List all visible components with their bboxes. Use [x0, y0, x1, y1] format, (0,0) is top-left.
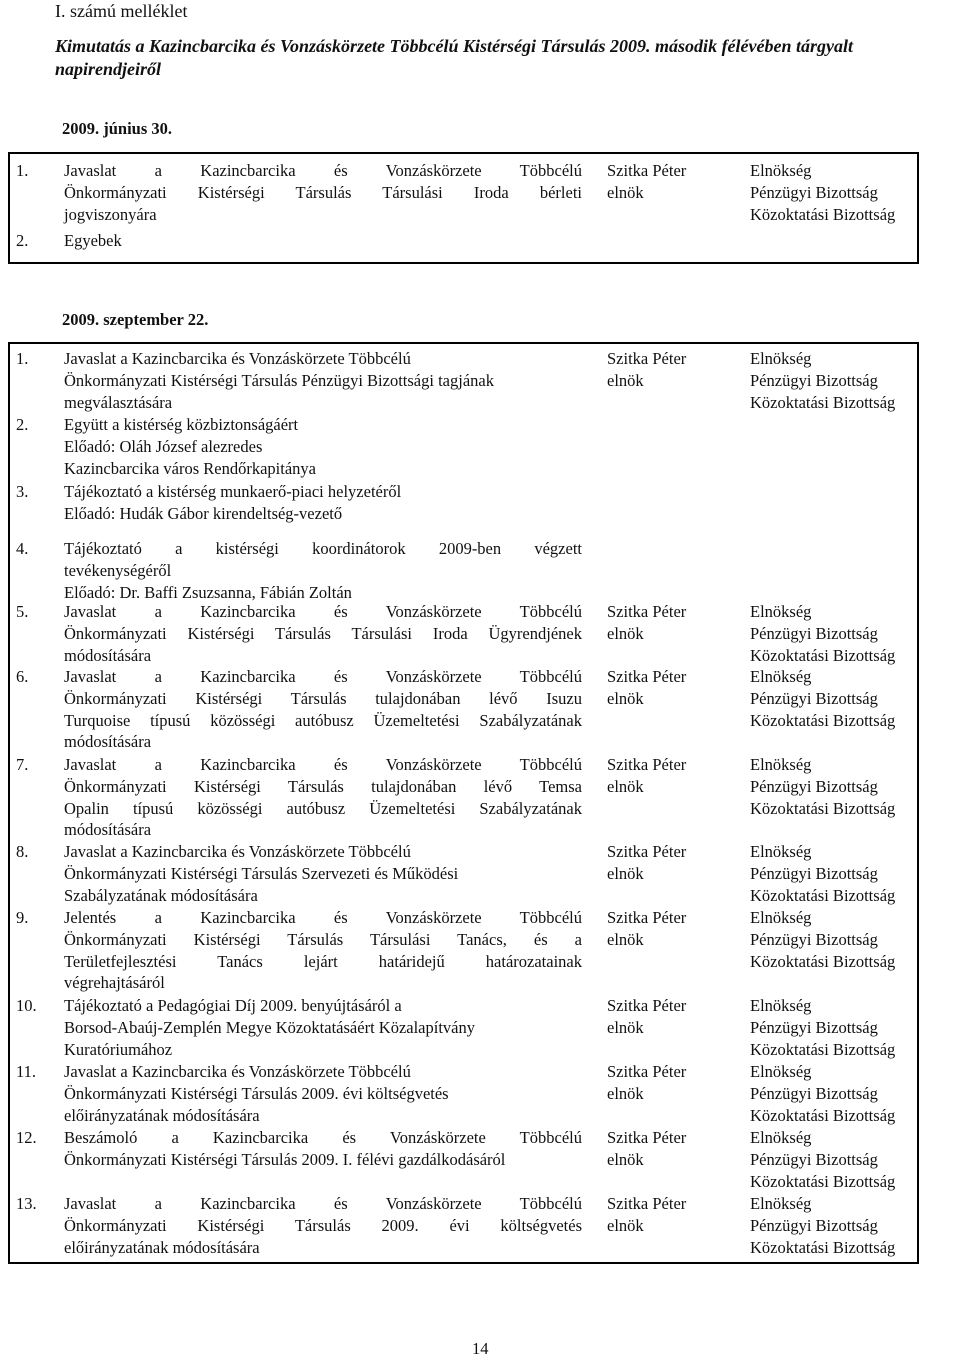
- item-description-line: Egyebek: [64, 231, 122, 250]
- agenda-table-september: [8, 342, 919, 1264]
- presenter-role: elnök: [607, 863, 644, 883]
- item-committees: [750, 1193, 895, 1258]
- committee-name: Elnökség: [750, 1128, 812, 1147]
- committee-name: Közoktatási Bizottság: [750, 204, 896, 224]
- item-description-line: Önkormányzati Kistérségi Társulás 2009. I. félévi gazdálkodásáról: [64, 1149, 506, 1169]
- item-presenter: [607, 841, 686, 885]
- item-description-line: Borsod-Abaúj-Zemplén Megye Közoktatásáért Közalapítvány: [64, 1017, 475, 1037]
- item-committees: [750, 348, 895, 413]
- item-description-line: előirányzatának módosítására: [64, 1105, 260, 1125]
- committee-name: Elnökség: [750, 161, 812, 180]
- committee-name: Pénzügyi Bizottság: [750, 776, 878, 796]
- item-number: 1.: [16, 161, 29, 180]
- item-number: 9.: [16, 908, 29, 927]
- item-description-line: Területfejlesztési Tanács lejárt határidejű határozatainak: [64, 951, 582, 971]
- committee-name: Elnökség: [750, 1194, 812, 1213]
- item-description-line: Önkormányzati Kistérségi Társulás tulajdonában lévő Isuzu: [64, 688, 582, 708]
- committee-name: Pénzügyi Bizottság: [750, 1017, 878, 1037]
- item-description-line: végrehajtásáról: [64, 973, 165, 993]
- item-description-line: Előadó: Hudák Gábor kirendeltség-vezető: [64, 503, 343, 523]
- item-number: 11.: [16, 1062, 37, 1081]
- item-presenter: [607, 601, 686, 645]
- item-description-line: Javaslat a Kazincbarcika és Vonzáskörzete Többcélú: [64, 161, 582, 180]
- presenter-name: Szitka Péter: [607, 755, 687, 774]
- presenter-role: elnök: [607, 370, 644, 390]
- committee-name: Közoktatási Bizottság: [750, 1237, 896, 1257]
- item-number: 7.: [16, 755, 29, 774]
- item-description-line: Jelentés a Kazincbarcika és Vonzáskörzete Többcélú: [64, 908, 582, 927]
- item-presenter: [607, 1127, 686, 1171]
- committee-name: Közoktatási Bizottság: [750, 1105, 896, 1125]
- committee-name: Elnökség: [750, 602, 812, 621]
- item-description-line: Kazincbarcika város Rendőrkapitánya: [64, 458, 316, 478]
- committee-name: Elnökség: [750, 667, 812, 686]
- item-number: 4.: [16, 539, 29, 558]
- committee-name: Pénzügyi Bizottság: [750, 370, 878, 390]
- item-description-line: Előadó: Oláh József alezredes: [64, 436, 263, 456]
- presenter-name: Szitka Péter: [607, 1062, 687, 1081]
- committee-name: Közoktatási Bizottság: [750, 645, 896, 665]
- presenter-name: Szitka Péter: [607, 1194, 687, 1213]
- session-date-september: 2009. szeptember 22.: [62, 310, 209, 329]
- item-description-line: Önkormányzati Kistérségi Társulás Társulási Tanács, és a: [64, 929, 582, 949]
- committee-name: Elnökség: [750, 842, 812, 861]
- presenter-name: Szitka Péter: [607, 349, 687, 368]
- presenter-name: Szitka Péter: [607, 842, 687, 861]
- item-description-line: Önkormányzati Kistérségi Társulás Társulási Iroda bérleti: [64, 182, 582, 202]
- item-description-line: tevékenységéről: [64, 560, 172, 580]
- item-number: 5.: [16, 602, 29, 621]
- item-committees: [750, 1061, 895, 1126]
- item-description: [64, 601, 582, 666]
- document-title: Kimutatás a Kazincbarcika és Vonzáskörzete Többcélú Kistérségi Társulás 2009. második félévében tárgyalt napirendjeiről: [55, 36, 854, 79]
- presenter-role: elnök: [607, 1083, 644, 1103]
- presenter-role: elnök: [607, 1017, 644, 1037]
- committee-name: Pénzügyi Bizottság: [750, 688, 878, 708]
- item-description-line: Tájékoztató a Pedagógiai Díj 2009. benyújtásáról a: [64, 996, 402, 1015]
- presenter-name: Szitka Péter: [607, 161, 687, 180]
- committee-name: Közoktatási Bizottság: [750, 392, 896, 412]
- item-committees: [750, 666, 895, 731]
- item-description-line: Önkormányzati Kistérségi Társulás Szervezeti és Működési: [64, 863, 459, 883]
- item-presenter: [607, 1193, 686, 1237]
- item-committees: [750, 995, 895, 1060]
- item-presenter: [607, 666, 686, 710]
- presenter-name: Szitka Péter: [607, 667, 687, 686]
- presenter-role: elnök: [607, 1215, 644, 1235]
- session-date-june: 2009. június 30.: [62, 119, 173, 138]
- item-committees: [750, 601, 895, 666]
- item-description: [64, 160, 582, 225]
- item-description: [64, 907, 582, 994]
- presenter-role: elnök: [607, 182, 644, 202]
- item-number: 3.: [16, 482, 29, 501]
- item-description: [64, 481, 582, 525]
- committee-name: Közoktatási Bizottság: [750, 1171, 896, 1191]
- item-presenter: [607, 754, 686, 798]
- item-description: [64, 538, 582, 603]
- committee-name: Pénzügyi Bizottság: [750, 863, 878, 883]
- item-number: 6.: [16, 667, 29, 686]
- item-number: 2.: [16, 231, 29, 250]
- item-presenter: [607, 995, 686, 1039]
- item-number: 10.: [16, 996, 37, 1015]
- item-description: [64, 754, 582, 841]
- item-number: 1.: [16, 349, 29, 368]
- item-description: [64, 230, 582, 252]
- presenter-role: elnök: [607, 929, 644, 949]
- presenter-role: elnök: [607, 623, 644, 643]
- item-description-line: Javaslat a Kazincbarcika és Vonzáskörzete Többcélú: [64, 349, 411, 368]
- agenda-table-june: [8, 152, 919, 264]
- presenter-name: Szitka Péter: [607, 908, 687, 927]
- committee-name: Pénzügyi Bizottság: [750, 1083, 878, 1103]
- item-description-line: Javaslat a Kazincbarcika és Vonzáskörzete Többcélú: [64, 667, 582, 686]
- item-description-line: Turquoise típusú közösségi autóbusz Üzemeltetési Szabályzatának: [64, 710, 582, 730]
- presenter-name: Szitka Péter: [607, 1128, 687, 1147]
- item-description-line: Tájékoztató a kistérségi koordinátorok 2009-ben végzett: [64, 539, 582, 558]
- committee-name: Közoktatási Bizottság: [750, 798, 896, 818]
- committee-name: Elnökség: [750, 1062, 812, 1081]
- committee-name: Közoktatási Bizottság: [750, 951, 896, 971]
- item-number: 13.: [16, 1194, 37, 1213]
- presenter-role: elnök: [607, 776, 644, 796]
- committee-name: Pénzügyi Bizottság: [750, 182, 878, 202]
- item-description-line: módosítására: [64, 732, 152, 752]
- item-description-line: módosítására: [64, 645, 152, 665]
- item-committees: [750, 841, 895, 906]
- item-presenter: [607, 1061, 686, 1105]
- item-description: [64, 995, 582, 1060]
- page-number: 14: [472, 1339, 489, 1358]
- item-description-line: előirányzatának módosítására: [64, 1237, 260, 1257]
- committee-name: Elnökség: [750, 996, 812, 1015]
- item-description-line: Önkormányzati Kistérségi Társulás tulajdonában lévő Temsa: [64, 776, 582, 796]
- presenter-role: elnök: [607, 1149, 644, 1169]
- item-presenter: [607, 160, 686, 204]
- item-description-line: Javaslat a Kazincbarcika és Vonzáskörzete Többcélú: [64, 842, 411, 861]
- item-description: [64, 414, 582, 479]
- item-presenter: [607, 907, 686, 951]
- item-description: [64, 1193, 582, 1258]
- item-number: 2.: [16, 415, 29, 434]
- item-description-line: Javaslat a Kazincbarcika és Vonzáskörzete Többcélú: [64, 1062, 411, 1081]
- item-presenter: [607, 348, 686, 392]
- item-description-line: Együtt a kistérség közbiztonságáért: [64, 415, 299, 434]
- item-description: [64, 841, 582, 906]
- item-committees: [750, 160, 895, 225]
- committee-name: Közoktatási Bizottság: [750, 1039, 896, 1059]
- item-description-line: Előadó: Dr. Baffi Zsuzsanna, Fábián Zoltán: [64, 582, 352, 602]
- committee-name: Elnökség: [750, 908, 812, 927]
- presenter-name: Szitka Péter: [607, 602, 687, 621]
- item-description-line: Javaslat a Kazincbarcika és Vonzáskörzete Többcélú: [64, 1194, 582, 1213]
- item-description-line: Tájékoztató a kistérség munkaerő-piaci helyzetéről: [64, 482, 402, 501]
- item-description-line: módosítására: [64, 820, 152, 840]
- item-description: [64, 666, 582, 753]
- item-committees: [750, 754, 895, 819]
- presenter-name: Szitka Péter: [607, 996, 687, 1015]
- presenter-role: elnök: [607, 688, 644, 708]
- committee-name: Elnökség: [750, 349, 812, 368]
- item-description-line: Javaslat a Kazincbarcika és Vonzáskörzete Többcélú: [64, 602, 582, 621]
- item-description-line: Opalin típusú közösségi autóbusz Üzemeltetési Szabályzatának: [64, 798, 582, 818]
- committee-name: Pénzügyi Bizottság: [750, 929, 878, 949]
- item-description: [64, 1127, 582, 1171]
- item-description: [64, 1061, 582, 1126]
- item-description-line: Javaslat a Kazincbarcika és Vonzáskörzete Többcélú: [64, 755, 582, 774]
- item-description-line: Önkormányzati Kistérségi Társulás Társulási Iroda Ügyrendjének: [64, 623, 582, 643]
- committee-name: Pénzügyi Bizottság: [750, 1149, 878, 1169]
- item-committees: [750, 1127, 895, 1192]
- item-committees: [750, 907, 895, 972]
- committee-name: Elnökség: [750, 755, 812, 774]
- item-description-line: Önkormányzati Kistérségi Társulás 2009. évi költségvetés: [64, 1215, 582, 1235]
- item-number: 12.: [16, 1128, 37, 1147]
- committee-name: Közoktatási Bizottság: [750, 885, 896, 905]
- committee-name: Pénzügyi Bizottság: [750, 623, 878, 643]
- item-description-line: Szabályzatának módosítására: [64, 885, 258, 905]
- item-description-line: jogviszonyára: [64, 204, 157, 224]
- committee-name: Közoktatási Bizottság: [750, 710, 896, 730]
- item-description-line: Önkormányzati Kistérségi Társulás Pénzügyi Bizottsági tagjának: [64, 370, 494, 390]
- item-description-line: megválasztására: [64, 392, 173, 412]
- item-description: [64, 348, 582, 413]
- item-number: 8.: [16, 842, 29, 861]
- committee-name: Pénzügyi Bizottság: [750, 1215, 878, 1235]
- annex-heading: I. számú melléklet: [55, 1, 188, 21]
- item-description-line: Beszámoló a Kazincbarcika és Vonzáskörzete Többcélú: [64, 1128, 582, 1147]
- item-description-line: Önkormányzati Kistérségi Társulás 2009. évi költségvetés: [64, 1083, 449, 1103]
- item-description-line: Kuratóriumához: [64, 1039, 173, 1059]
